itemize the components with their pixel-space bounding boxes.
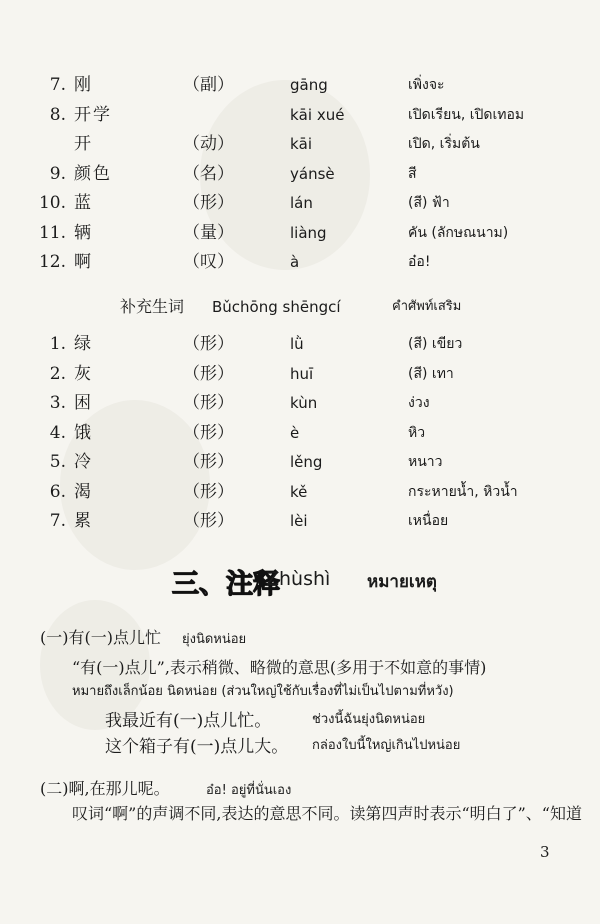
vocab-row: [0, 159, 600, 189]
vocab-row: [0, 388, 600, 418]
vocab-row: [0, 100, 600, 130]
vocab-number: 6.: [49, 481, 66, 502]
vocab-thai: คัน (ลักษณนาม): [408, 224, 509, 241]
vocab-row: [0, 129, 600, 159]
vocab-part-of-speech: （形）: [183, 363, 234, 384]
vocab-pinyin: gāng: [290, 76, 328, 94]
vocab-pinyin: huī: [290, 364, 314, 383]
vocab-thai: เปิดเรียน, เปิดเทอม: [408, 106, 525, 123]
vocab-row: [0, 70, 600, 100]
vocab-part-of-speech: （形）: [183, 422, 234, 443]
vocab-chinese: 开学: [74, 104, 112, 125]
vocab-number: 2.: [49, 363, 66, 384]
vocab-pinyin: lán: [290, 194, 313, 212]
supplement-title-thai: คำศัพท์เสริม: [392, 299, 462, 314]
vocab-chinese: 灰: [74, 363, 93, 384]
vocab-row: [0, 329, 600, 359]
vocab-pinyin: kāi xué: [290, 105, 345, 124]
vocab-row: [0, 218, 600, 248]
notes-heading-pinyin: Zhùshì: [266, 568, 331, 590]
vocab-chinese: 啊: [74, 252, 93, 272]
vocab-thai: เหนื่อย: [408, 513, 449, 529]
vocab-thai: หิว: [408, 424, 426, 441]
vocab-number: 1.: [49, 334, 66, 354]
vocab-chinese: 饿: [74, 422, 93, 443]
vocab-part-of-speech: （形）: [183, 481, 234, 502]
vocab-thai: สี: [408, 165, 417, 182]
note1-title-thai: ยุ่งนิดหน่อย: [182, 632, 247, 647]
vocab-pinyin: è: [290, 423, 300, 442]
vocab-pinyin: yánsè: [290, 164, 335, 183]
note1-explanation: “有(一)点儿”,表示稍微、略微的意思(多用于不如意的事情): [72, 658, 487, 677]
vocab-part-of-speech: （形）: [183, 511, 234, 531]
note1-explanation-thai: หมายถึงเล็กน้อย นิดหน่อย (ส่วนใหญ่ใช้กับเรื่องที่ไม่เป็นไปตามที่หวัง): [72, 684, 454, 699]
vocab-part-of-speech: （量）: [183, 222, 234, 243]
note1-example-1: 我最近有(一)点儿忙。: [105, 711, 272, 731]
note2-title-thai: อ๋อ! อยู่ที่นั่นเอง: [206, 783, 292, 798]
vocab-thai: (สี) ฟ้า: [408, 195, 450, 211]
vocab-number: 7.: [49, 511, 66, 531]
vocab-thai: เพิ่งจะ: [408, 77, 445, 93]
vocab-chinese: 辆: [74, 222, 93, 243]
vocab-thai: (สี) เทา: [408, 365, 454, 382]
notes-heading: [172, 562, 492, 602]
vocab-part-of-speech: （动）: [183, 134, 234, 154]
vocab-thai: (สี) เขียว: [408, 336, 463, 352]
vocab-part-of-speech: （形）: [183, 393, 234, 413]
page-number: 3: [540, 843, 550, 861]
vocab-part-of-speech: （形）: [183, 452, 234, 472]
vocab-pinyin: lěng: [290, 453, 323, 471]
vocab-pinyin: kě: [290, 482, 308, 501]
vocab-chinese: 开: [74, 134, 93, 154]
vocab-chinese: 冷: [74, 452, 93, 472]
vocab-number: 4.: [49, 422, 66, 443]
vocab-number: 7.: [49, 75, 66, 95]
note2-title: (二)啊,在那儿呢。: [40, 779, 170, 798]
note1-title: (一)有(一)点儿忙: [40, 628, 161, 647]
vocab-row: [0, 359, 600, 389]
supplement-title-cn: 补充生词: [120, 297, 185, 316]
vocab-chinese: 绿: [74, 334, 93, 354]
vocab-pinyin: lǜ: [290, 335, 304, 353]
vocab-number: 5.: [49, 452, 66, 472]
vocab-part-of-speech: （叹）: [183, 252, 234, 272]
vocab-chinese: 蓝: [74, 193, 93, 213]
vocab-number: 3.: [49, 393, 66, 413]
vocab-pinyin: kāi: [290, 135, 313, 153]
note2-explanation: 叹词“啊”的声调不同,表达的意思不同。读第四声时表示“明白了”、“知道: [72, 804, 582, 823]
vocab-row: [0, 477, 600, 507]
vocab-number: 8.: [49, 104, 66, 125]
vocab-row: [0, 188, 600, 218]
vocab-number: 9.: [49, 163, 66, 184]
vocab-number: 12.: [38, 252, 66, 272]
vocab-thai: เปิด, เริ่มต้น: [408, 136, 480, 152]
vocab-thai: อ๋อ!: [408, 254, 431, 270]
vocab-number: 10.: [38, 193, 66, 213]
vocab-thai: ง่วง: [408, 395, 430, 411]
vocab-row: [0, 247, 600, 277]
vocab-row: [0, 506, 600, 536]
note1-example-1-thai: ช่วงนี้ฉันยุ่งนิดหน่อย: [312, 712, 426, 727]
vocab-pinyin: à: [290, 253, 300, 271]
vocab-chinese: 渴: [74, 481, 93, 502]
vocab-part-of-speech: （副）: [183, 75, 234, 95]
vocab-pinyin: lèi: [290, 512, 308, 530]
notes-heading-thai: หมายเหตุ: [367, 572, 437, 592]
vocab-number: 11.: [38, 222, 66, 243]
vocab-chinese: 困: [74, 393, 93, 413]
vocab-pinyin: kùn: [290, 394, 318, 412]
vocab-thai: กระหายน้ำ, หิวน้ำ: [408, 483, 518, 500]
notes-heading-cn: 三、注释: [172, 569, 280, 600]
vocab-part-of-speech: （名）: [183, 163, 234, 184]
vocab-row: [0, 418, 600, 448]
vocab-part-of-speech: （形）: [183, 193, 234, 213]
vocab-chinese: 刚: [74, 75, 93, 95]
vocab-chinese: 累: [74, 511, 93, 531]
note1-example-2-thai: กล่องใบนี้ใหญ่เกินไปหน่อย: [312, 738, 461, 753]
vocab-pinyin: liàng: [290, 223, 327, 242]
note1-example-2: 这个箱子有(一)点儿大。: [105, 737, 289, 757]
vocab-chinese: 颜色: [74, 163, 112, 184]
vocab-part-of-speech: （形）: [183, 334, 234, 354]
supplement-title-pinyin: Bǔchōng shēngcí: [212, 298, 341, 316]
vocab-thai: หนาว: [408, 454, 443, 470]
vocab-row: [0, 447, 600, 477]
